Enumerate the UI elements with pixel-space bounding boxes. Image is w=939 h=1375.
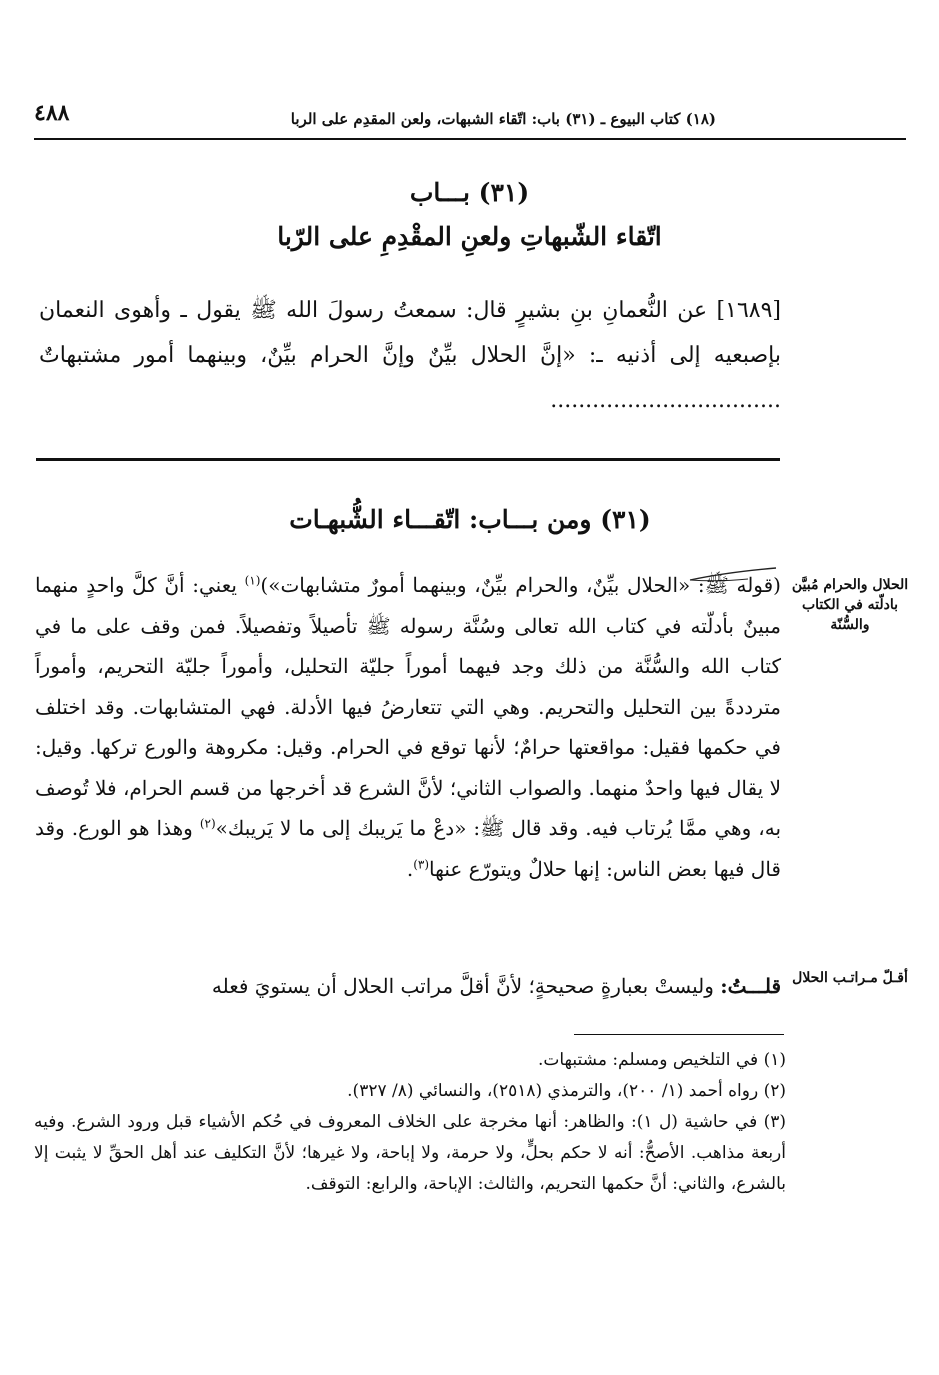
qult-text: وليستْ بعبارةٍ صحيحةٍ؛ لأنَّ أقلَّ مراتب الحلال أن يستويَ فعله <box>211 974 721 998</box>
hadith-body: [١٦٨٩] عن النُّعمانِ بنِ بشيرٍ قال: سمعتُ رسولَ الله ﷺ يقول ـ وأهوى النعمان بإصبعيه إلى أذنيه ـ: «إنَّ الحلال بيِّنٌ وإنَّ الحرام بيِّنٌ، وبينهما أمور مشتبهاتٌ <box>39 298 781 368</box>
page-number: ٤٨٨ <box>34 100 70 126</box>
hadith-ellipsis: ................................. <box>550 388 781 413</box>
footnote-1: (١) في التلخيص ومسلم: مشتبهات. <box>537 1050 786 1070</box>
footnotes <box>34 1045 786 1200</box>
footnote-2: (٢) رواه أحمد (١/ ٢٠٠)، والترمذي (٢٥١٨)، والنسائي (٨/ ٣٢٧). <box>347 1081 786 1101</box>
footnote-ref-1: (١) <box>244 573 261 588</box>
margin-note-halal-ranks: أقـلّ مـراتـب الحلال <box>792 970 908 986</box>
commentary-quote: (قوله ﷺ: «الحلال بيِّنٌ، والحرام بيِّنٌ، وبينهما أمورٌ متشابهات») <box>260 573 781 597</box>
footnote-ref-2: (٢) <box>199 816 216 831</box>
chapter-number: (٣١) بـــاب <box>409 178 530 207</box>
footnote-rule <box>574 1034 784 1035</box>
footnote-3: (٣) في حاشية (ل ١): والظاهر: أنها مخرجة على الخلاف المعروف في حُكم الأشياء قبل ورود الشرع. وفيه أربعة مذاهب. الأصحُّ: أنه لا حكم بحلٍّ، ولا حرمة، ولا إباحة، ولا غيرها؛ لأنَّ التكليف عند أهل الحقِّ لا يثبت إلا بالشرع، والثاني: أنَّ حكمها التحريم، والثالث: الإباحة، والرابع: التوقف. <box>34 1112 786 1194</box>
commentary-title: (٣١) ومن بـــاب: اتّقـــاء الشُّبهـات <box>289 505 651 534</box>
margin-note-halal-haram: الحلال والحرام مُبيَّن بادلّته في الكتاب والسُّنّة <box>791 577 909 633</box>
commentary-end: . <box>406 856 414 881</box>
qult-paragraph <box>35 968 781 1004</box>
hadith-text <box>39 288 781 423</box>
qult-label: قلـــتُ: <box>720 974 781 998</box>
footnote-ref-3: (٣) <box>413 856 430 871</box>
running-title: (١٨) كتاب البيوع ـ (٣١) باب: اتّقاء الشبهات، ولعن المقدِم على الربا <box>290 110 716 128</box>
section-divider <box>36 458 780 461</box>
running-header <box>34 98 906 140</box>
chapter-title: اتّقاء الشّبهاتِ ولعنِ المقْدِمِ على الرّبا <box>277 222 662 251</box>
commentary-text-2: وهذا هو الورع. وقد قال فيها بعض الناس: إنها حلالٌ ويتورّع عنها <box>35 816 781 881</box>
commentary-body <box>35 565 781 889</box>
commentary-text-1: يعني: أنَّ كلَّ واحدٍ منهما مبينٌ بأدلّته في كتاب الله تعالى وسُنَّة رسوله ﷺ تأصيلاً وتفصيلاً. فمن وقف على ما في كتاب الله والسُّنَّة من ذلك وجد فيهما أموراً جليّة التحليل، وأموراً جليّة التحريم، وأموراً مترددةً بين التحليل والتحريم. وهي التي تتعارضُ فيها الأدلة. فهي المتشابهات. وقد اختلف في حكمها فقيل: مواقعتها حرامٌ؛ لأنها توقع في الحرام. وقيل: مكروهة والورع تركها. وقيل: لا يقال فيها واحدٌ منهما. والصواب الثاني؛ لأنَّ الشرع قد أخرجها من قسم الحرام، فلا تُوصف به، وهي ممَّا يُرتاب فيه. وقد قال ﷺ: «دعْ ما يَريبك إلى ما لا يَريبك» <box>35 573 782 840</box>
